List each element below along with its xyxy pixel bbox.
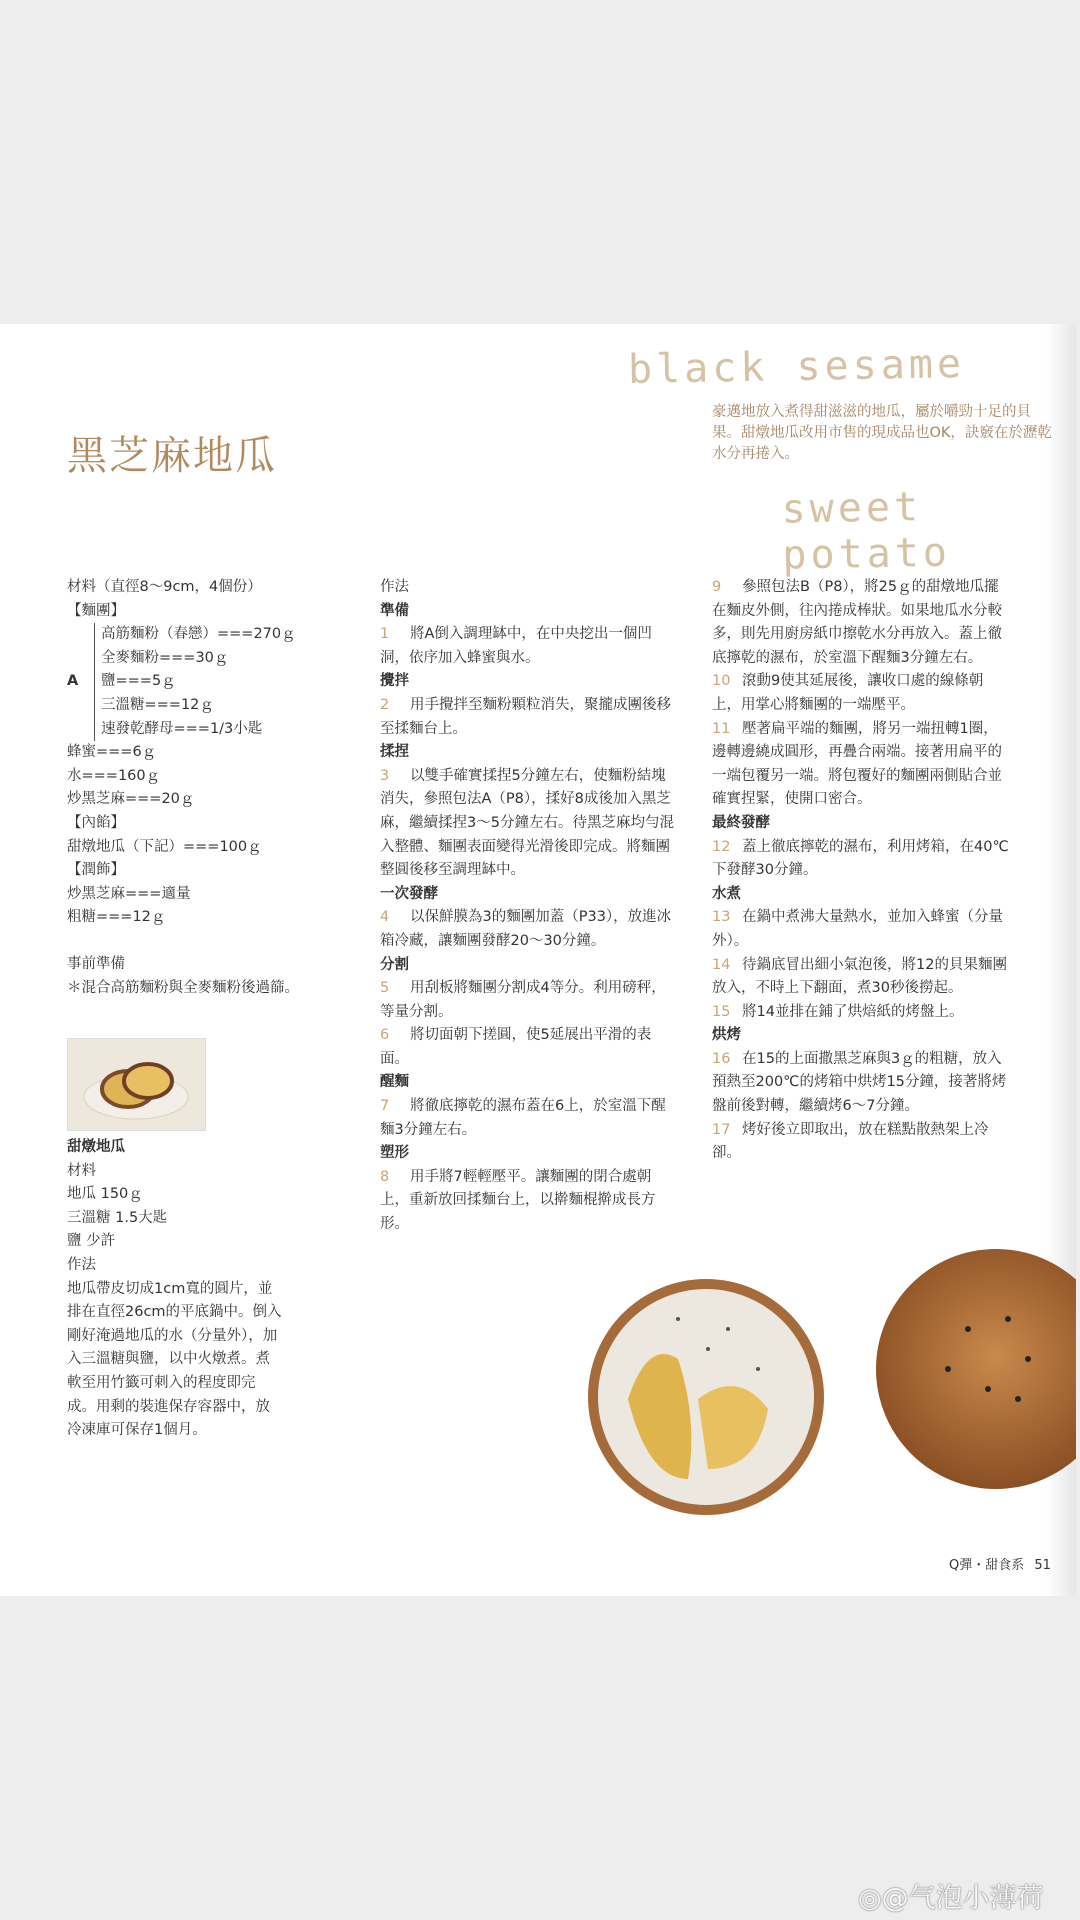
step-text: 在15的上面撒黑芝麻與3ｇ的粗糖，放入預熱至200℃的烤箱中烘烤15分鐘，接著將烤盤前後對轉，繼續烤6～7分鐘。 [712, 1050, 1007, 1115]
step-number: 1 [380, 626, 390, 643]
method-step [712, 1001, 1012, 1025]
step-number: 6 [380, 1027, 390, 1044]
ingredient-item: 全麥麵粉===30ｇ [101, 649, 229, 666]
method-step [712, 954, 1012, 1001]
step-text: 在鍋中煮沸大量熱水，並加入蜂蜜（分量外）。 [712, 909, 1003, 949]
dough-label: 【麵團】 [67, 602, 125, 619]
method-step [380, 1095, 680, 1142]
group-a-label: A [67, 673, 79, 690]
step-text: 將徹底擰乾的濕布蓋在6上，於室溫下醒麵3分鐘左右。 [380, 1098, 666, 1138]
sweet-potato-section [67, 1136, 282, 1443]
method-section-heading: 揉捏 [380, 744, 409, 761]
step-text: 以雙手確實揉捏5分鐘左右，使麵粉結塊消失，參照包法A（P8），揉好8成後加入黑芝麻，繼續揉捏3～5分鐘左右。待黑芝麻均勻混入整體、麵團表面變得光滑後即完成。將麵團整圓後移至調理缽中。 [380, 767, 674, 879]
ingredient-item: 炒黑芝麻===20ｇ [67, 791, 195, 808]
method-step [380, 977, 680, 1024]
step-text: 將14並排在鋪了烘焙紙的烤盤上。 [742, 1003, 964, 1020]
step-number: 8 [380, 1168, 390, 1185]
method-section-heading: 塑形 [380, 1145, 409, 1162]
method-section-heading: 烘烤 [712, 1027, 741, 1044]
method-step [380, 906, 680, 953]
sweet-potato-title: 甜燉地瓜 [67, 1139, 125, 1155]
step-text: 待鍋底冒出細小氣泡後，將12的貝果麵團放入，不時上下翻面，煮30秒後撈起。 [712, 956, 1007, 997]
page-number: 51 [1034, 1558, 1051, 1573]
ingredient-item: 三溫糖===12ｇ [101, 696, 214, 713]
sweet-potato-material: 三溫糖 1.5大匙 [67, 1209, 168, 1226]
method-step [380, 1024, 680, 1071]
method-step [712, 836, 1012, 883]
step-number: 16 [712, 1050, 731, 1067]
watermark [858, 1876, 1044, 1915]
book-page [0, 324, 1076, 1596]
step-number: 5 [380, 980, 390, 997]
step-number: 17 [712, 1121, 731, 1138]
method-step [712, 718, 1012, 812]
step-number: 11 [712, 720, 731, 737]
weibo-icon: ◎ [858, 1883, 882, 1914]
method-section-heading: 醒麵 [380, 1074, 409, 1091]
method-section-heading: 一次發酵 [380, 885, 438, 902]
step-number: 13 [712, 909, 731, 926]
step-number: 12 [712, 838, 731, 855]
method-column-2 [712, 576, 1012, 1166]
ingredient-item: 速發乾酵母===1/3小匙 [101, 720, 263, 737]
method-section-heading: 分割 [380, 956, 409, 973]
method-step [712, 906, 1012, 953]
step-text: 將A倒入調理缽中，在中央挖出一個凹洞，依序加入蜂蜜與水。 [380, 626, 652, 666]
step-number: 3 [380, 767, 390, 784]
method-section-heading: 準備 [380, 602, 409, 619]
sweet-potato-materials-label: 材料 [67, 1162, 96, 1179]
recipe-intro: 豪邁地放入煮得甜滋滋的地瓜，屬於嚼勁十足的貝果。甜燉地瓜改用市售的現成品也OK，訣竅在於瀝乾水分再捲入。 [712, 404, 1052, 462]
ingredient-item: 水===160ｇ [67, 767, 161, 784]
method-step [380, 765, 680, 883]
bagel-photo [588, 1249, 1076, 1534]
method-section-heading: 水煮 [712, 885, 741, 902]
step-text: 用刮板將麵團分割成4等分。利用磅秤，等量分割。 [380, 980, 666, 1020]
step-text: 壓著扁平端的麵團，將另一端扭轉1圈，邊轉邊繞成圓形，再疊合兩端。接著用扁平的一端包覆另一端。將包覆好的麵團兩側貼合並確實捏緊，使開口密合。 [712, 720, 1002, 808]
step-number: 15 [712, 1003, 731, 1020]
handwritten-black-sesame: black sesame [627, 341, 966, 393]
method-step [712, 1048, 1012, 1119]
topping-item: 炒黑芝麻===適量 [67, 885, 191, 902]
step-text: 將切面朝下搓圓，使5延展出平滑的表面。 [380, 1027, 652, 1067]
filling-label: 【內餡】 [67, 814, 125, 831]
step-text: 烤好後立即取出，放在糕點散熱架上冷卻。 [712, 1121, 989, 1162]
method-step [380, 623, 680, 670]
method-column-1 [380, 576, 680, 1237]
prep-note: ＊混合高筋麵粉與全麥麵粉後過篩。 [67, 979, 299, 996]
page-footer [949, 1554, 1051, 1573]
filling-item: 甜燉地瓜（下記）===100ｇ [67, 838, 262, 855]
ingredients-column [67, 576, 347, 1000]
step-number: 2 [380, 696, 390, 713]
topping-label: 【潤飾】 [67, 862, 125, 879]
step-number: 4 [380, 909, 390, 926]
handwritten-sweet-potato: sweet potato [781, 484, 952, 579]
method-section-heading: 攪拌 [380, 673, 409, 690]
sweet-potato-material: 鹽 少許 [67, 1233, 116, 1250]
ingredient-item: 鹽===5ｇ [101, 673, 176, 690]
ingredient-item: 高筋麵粉（春戀）===270ｇ [101, 626, 296, 643]
method-step [712, 1119, 1012, 1166]
method-step [712, 576, 1012, 670]
method-section-heading: 最終發酵 [712, 814, 770, 831]
topping-item: 粗糖===12ｇ [67, 909, 166, 926]
group-a [67, 623, 347, 741]
step-text: 以保鮮膜為3的麵團加蓋（P33），放進冰箱冷藏，讓麵團發酵20～30分鐘。 [380, 909, 672, 949]
ingredients-heading: 材料（直徑8～9cm，4個份） [67, 579, 262, 595]
method-heading: 作法 [380, 579, 409, 595]
prep-heading: 事前準備 [67, 955, 125, 972]
sweet-potato-material: 地瓜 150ｇ [67, 1186, 143, 1203]
ingredient-item: 蜂蜜===6ｇ [67, 744, 157, 761]
sweet-potato-photo [67, 1038, 206, 1131]
recipe-title: 黑芝麻地瓜 [67, 433, 277, 479]
method-step [380, 694, 680, 741]
step-text: 用手將7輕輕壓平。讓麵團的閉合處朝上，重新放回揉麵台上，以擀麵棍擀成長方形。 [380, 1168, 656, 1233]
sweet-potato-method: 地瓜帶皮切成1cm寬的圓片，並排在直徑26cm的平底鍋中。倒入剛好淹過地瓜的水（分量外），加入三溫糖與鹽，以中火燉煮。煮軟至用竹籤可刺入的程度即完成。用剩的裝進保存容器中，放冷凍庫可保存1個月。 [67, 1280, 282, 1439]
method-step [380, 1166, 680, 1237]
step-number: 7 [380, 1098, 390, 1115]
step-text: 參照包法B（P8），將25ｇ的甜燉地瓜擺在麵皮外側，往內捲成棒狀。如果地瓜水分較多，則先用廚房紙巾擦乾水分再放入。蓋上徹底擰乾的濕布，於室溫下醒麵3分鐘左右。 [712, 579, 1002, 666]
step-text: 用手攪拌至麵粉顆粒消失，聚攏成團後移至揉麵台上。 [380, 696, 671, 737]
step-number: 10 [712, 673, 731, 690]
method-step [712, 670, 1012, 717]
step-text: 蓋上徹底擰乾的濕布，利用烤箱，在40℃下發酵30分鐘。 [712, 838, 1009, 879]
sweet-potato-method-label: 作法 [67, 1256, 96, 1273]
step-number: 14 [712, 956, 731, 973]
footer-section: Q彈・甜食系 [949, 1558, 1025, 1573]
watermark-text: @气泡小薄荷 [881, 1883, 1044, 1914]
step-number: 9 [712, 579, 722, 595]
step-text: 滾動9使其延展後，讓收口處的線條朝上，用掌心將麵團的一端壓平。 [712, 673, 984, 713]
